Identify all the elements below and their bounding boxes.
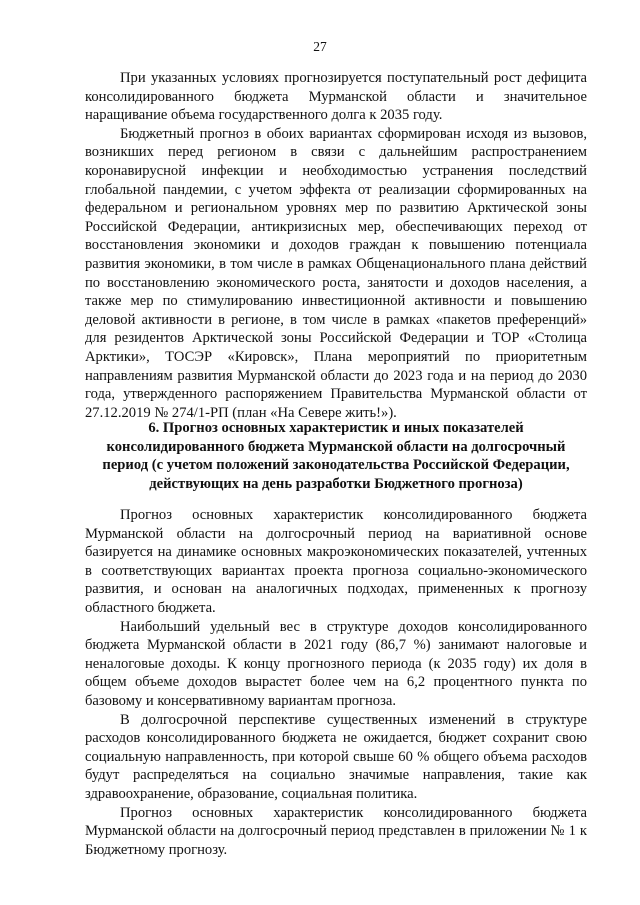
section-heading: 6. Прогноз основных характеристик и иных показателей консолидированного бюджета Мурманской области на долгосрочный период (с учетом положений законодательства Российской Федерации, действующих на день разработки Бюджетного прогноза) <box>102 420 570 492</box>
paragraph-appendix-reference: Прогноз основных характеристик консолидированного бюджета Мурманской области на долгосрочный период представлен в приложении № 1 к Бюджетному прогнозу. <box>85 804 587 858</box>
page-number: 27 <box>313 39 327 54</box>
paragraph-revenue-structure: Наибольший удельный вес в структуре доходов консолидированного бюджета Мурманской области в 2021 году (86,7 %) занимают налоговые и неналоговые доходы. К концу прогнозного периода (к 2035 году) их доля в общем объеме доходов вырастет более чем на 6,2 процентного пункта по базовому и консервативному вариантам прогноза. <box>85 618 587 709</box>
bottom-text-block <box>85 506 587 859</box>
paragraph-forecast-variants: Бюджетный прогноз в обоих вариантах сформирован исходя из вызовов, возникших перед регионом в связи с дальнейшим распространением коронавирусной инфекции и необходимостью устранения последствий глобальной пандемии, с учетом эффекта от реализации сформированных на федеральном и региональном уровнях мер по развитию Арктической зоны Российской Федерации, антикризисных мер, обеспечивающих переход от восстановления экономики и доходов граждан к повышению потенциала развития экономики, в том числе в рамках Общенационального плана действий по восстановлению экономического роста, занятости и доходов населения, а также мер по стимулированию инвестиционной активности и повышению деловой активности в регионе, в том числе в рамках «пакетов преференций» для резидентов Арктической зоны Российской Федерации и ТОР «Столица Арктики», ТОСЭР «Кировск», Плана мероприятий по приоритетным направлениям развития Мурманской области до 2023 года и на период до 2030 года, утвержденного распоряжением Правительства Мурманской области от 27.12.2019 № 274/1-РП (план «На Севере жить!»). <box>85 125 587 421</box>
paragraph-forecast-deficit: При указанных условиях прогнозируется поступательный рост дефицита консолидированного бюджета Мурманской области и значительное наращивание объема государственного долга к 2035 году. <box>85 70 587 124</box>
paragraph-characteristics-basis: Прогноз основных характеристик консолидированного бюджета Мурманской области на долгосрочный период на вариативной основе базируется на динамике основных макроэкономических показателей, учтенных в соответствующих вариантах проекта прогноза социально-экономического развития, и основан на аналогичных подходах, примененных к прогнозу областного бюджета. <box>85 507 587 616</box>
top-text-block <box>85 69 587 422</box>
paragraph-expenditure-structure: В долгосрочной перспективе существенных изменений в структуре расходов консолидированного бюджета не ожидается, бюджет сохранит свою социальную направленность, при которой свыше 60 % общего объема расходов будут распределяться на социально значимые направления, такие как здравоохранение, образование, социальная политика. <box>85 711 587 802</box>
